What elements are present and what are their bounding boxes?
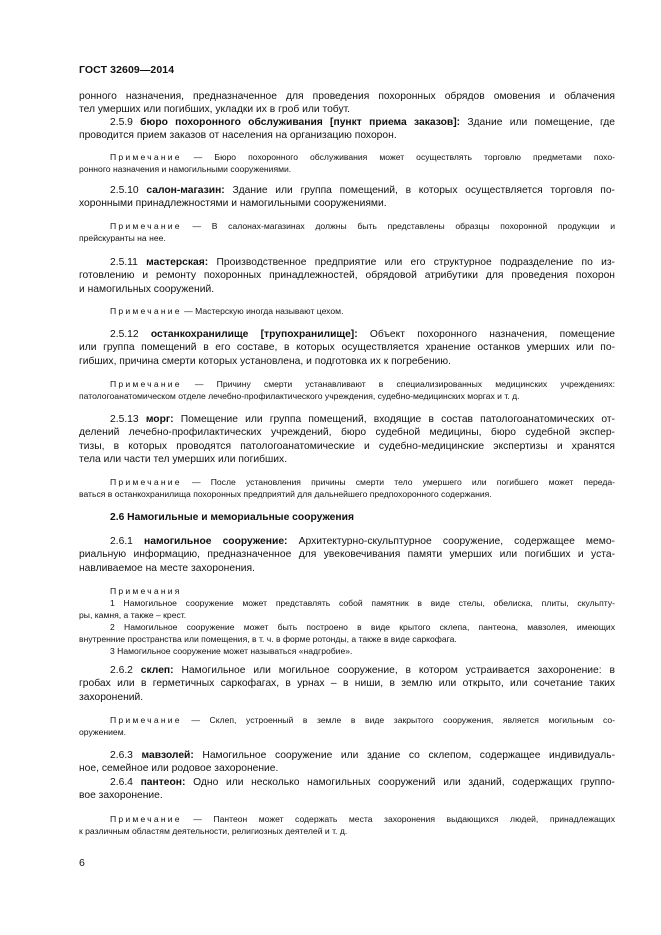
term-name: бюро похоронного обслуживания [пункт приема заказов]: (140, 117, 461, 128)
term-first-line (79, 664, 615, 677)
term-number: 2.5.9 (110, 117, 133, 128)
term-name: мастерская: (146, 257, 209, 268)
term-2-5-10 (79, 184, 615, 211)
section-heading: 2.6 Намогильные и мемориальные сооружения (110, 512, 354, 523)
term-definition: Производственное предприятие или его структурное подразделение по из- (216, 257, 615, 268)
page-header: ГОСТ 32609—2014 (79, 64, 175, 76)
note-item: 1 Намогильное сооружение может представлять собой памятник в виде стелы, обелиска, плиты, скульпту- (110, 598, 615, 608)
term-name: морг: (145, 414, 174, 425)
note-2-5-12 (79, 378, 615, 402)
term-name: склеп: (140, 665, 174, 676)
text-line: делений лечебно-профилактических учреждений, бюро судебной медицины, бюро судебной экспер- (79, 427, 615, 439)
text-line: захоронений. (79, 691, 144, 703)
term-definition: Здание или помещение, где (467, 117, 615, 128)
text-line: и намогильных сооружений. (79, 283, 215, 295)
term-2-5-11 (79, 256, 615, 296)
term-2-5-12 (79, 328, 615, 368)
term-2-6-2 (79, 664, 615, 704)
text-line: внутренние пространства или помещения, в т. ч. в форме ротонды, а также в виде саркофага. (79, 634, 457, 644)
term-definition: Объект похоронного назначения, помещение (369, 329, 615, 340)
note-label: Примечание (110, 814, 182, 824)
term-name: мавзолей: (141, 750, 194, 761)
term-2-6-4 (79, 776, 615, 803)
term-definition: Здание или группа помещений, в которых осуществляется торговля по- (232, 185, 615, 196)
note-label: Примечание (110, 306, 182, 316)
note-first-line (79, 813, 615, 825)
text-line: проводится прием заказов от населения на организацию похорон. (79, 130, 397, 142)
text-line: или группа помещений в его составе, в которых осуществляется хранение останков умерших или по- (79, 342, 615, 354)
term-number: 2.5.10 (110, 185, 139, 196)
note-label-line (79, 585, 615, 597)
term-first-line (79, 413, 615, 426)
text-line: патологоанатомическом отделе лечебно-профилактического учреждения, судебно-медицинских моргах и т. д. (79, 391, 520, 401)
note-2-5-11 (79, 305, 615, 317)
note-2-5-13 (79, 476, 615, 500)
term-2-5-13 (79, 413, 615, 466)
text-line: гибших, причина смерти которых установлена, и подготовка их к погребению. (79, 355, 452, 367)
text-line: ное, семейное или родовое захоронение. (79, 763, 279, 775)
text-line: тел умерших или погибших, укладки их в гроб или тобут. (79, 104, 351, 116)
note-item: 2 Намогильное сооружение может быть построено в виде крытого склепа, пантеона, мавзолея, имеющих (110, 622, 615, 632)
term-name: салон-магазин: (146, 185, 225, 196)
note-2-6-4 (79, 813, 615, 837)
term-number: 2.6.1 (110, 536, 133, 547)
note-first-line (79, 151, 615, 163)
note-first-line (79, 378, 615, 390)
note-first-line (79, 476, 615, 488)
note-2-6-2 (79, 714, 615, 738)
note-2-5-9 (79, 151, 615, 175)
text-line: риальную информацию, предназначенное для увековечивания памяти умерших или погибших и уста- (79, 549, 615, 561)
note-text: — Причину смерти устанавливают в специализированных медицинских учреждениях: (194, 379, 616, 389)
text-line: навливаемое на месте захоронения. (79, 562, 255, 574)
term-number: 2.5.13 (110, 414, 139, 425)
text-line: хоронными принадлежностями и намогильными сооружениями. (79, 198, 387, 210)
term-name: пантеон: (140, 777, 186, 788)
term-name: намогильное сооружение: (144, 536, 288, 547)
note-text: — Бюро похоронного обслуживания может осуществлять торговлю предметами похо- (193, 152, 615, 162)
text-line: готовлению и ремонту похоронных принадлежностей, обрядовой атрибутики для проведения похорон (79, 270, 615, 282)
note-text: — В салонах-магазинах должны быть представлены образцы похоронной продукции и (192, 221, 615, 231)
note-label: Примечание (110, 221, 182, 231)
term-number: 2.6.2 (110, 665, 133, 676)
term-number: 2.5.11 (110, 257, 138, 268)
term-number: 2.5.12 (110, 329, 139, 340)
term-2-5-9 (79, 116, 615, 143)
note-text: — Склеп, устроенный в земле в виде закрытого сооружения, является могильным со- (191, 715, 615, 725)
note-text: — Мастерскую иногда называют цехом. (184, 306, 344, 316)
text-line: ваться в останкохранилища похоронных предприятий для дальнейшего предпохоронного содержания. (79, 489, 492, 499)
term-first-line (79, 184, 615, 197)
text-line: прейскуранты на нее. (79, 233, 166, 243)
term-first-line (79, 776, 615, 789)
note-label: Примечание (110, 152, 182, 162)
note-label: Примечание (110, 477, 182, 487)
term-definition: Намогильное или могильное сооружение, в котором устраивается захоронение: в (181, 665, 615, 676)
note-text: — После установления причины смерти тело умершего или погибшего может переда- (191, 477, 615, 487)
term-first-line (79, 256, 615, 269)
text-line: гробах или в герметичных саркофагах, в урнах – в ниши, в землю или открыто, или сочетание таких (79, 678, 615, 690)
text-line: ронного назначения, предназначенное для проведения похоронных обрядов омовения и облачения (79, 91, 615, 102)
term-first-line (79, 328, 615, 341)
note-first-line (79, 220, 615, 232)
page-number: 6 (79, 857, 85, 869)
note-label: Примечание (110, 715, 182, 725)
term-name: останкохранилище [трупохранилище]: (150, 329, 358, 340)
paragraph-continuation (79, 90, 615, 117)
note-item: 3 Намогильное сооружение может называться «надгробие». (110, 646, 353, 656)
note-label: Примечание (110, 379, 182, 389)
term-definition: Архитектурно-скульптурное сооружение, содержащее мемо- (298, 536, 615, 547)
note-first-line (79, 305, 615, 317)
term-first-line (79, 749, 615, 762)
term-definition: Помещение или группа помещений, входящие в состав патологоанатомических от- (180, 414, 615, 425)
text-line: ронного назначения и намогильными сооружениями. (79, 164, 292, 174)
term-definition: Одно или несколько намогильных сооружений или зданий, содержащих группо- (193, 777, 615, 788)
text-line: тизы, в которых проводятся патологоанатомические и судебно-медицинские экспертизы и хранятся (79, 440, 615, 452)
note-first-line (79, 714, 615, 726)
text-line: вое захоронение. (79, 790, 163, 802)
text-line: ры, камня, а также – крест. (79, 610, 187, 620)
text-line: тела или части тел умерших или погибших. (79, 453, 288, 465)
text-line: к различным областям деятельности, религиозных деятелей и т. д. (79, 826, 348, 836)
note-2-6-1 (79, 585, 615, 657)
term-2-6-3 (79, 749, 615, 776)
note-text: — Пантеон может содержать места захоронения выдающихся людей, принадлежащих (193, 814, 615, 824)
term-number: 2.6.3 (110, 750, 133, 761)
term-first-line (79, 535, 615, 548)
term-number: 2.6.4 (110, 777, 133, 788)
note-label: Примечания (110, 586, 182, 596)
term-2-6-1 (79, 535, 615, 575)
term-definition: Намогильное сооружение или здание со склепом, содержащее индивидуаль- (202, 750, 615, 761)
note-2-5-10 (79, 220, 615, 244)
text-line: оружением. (79, 727, 127, 737)
term-first-line (79, 116, 615, 129)
